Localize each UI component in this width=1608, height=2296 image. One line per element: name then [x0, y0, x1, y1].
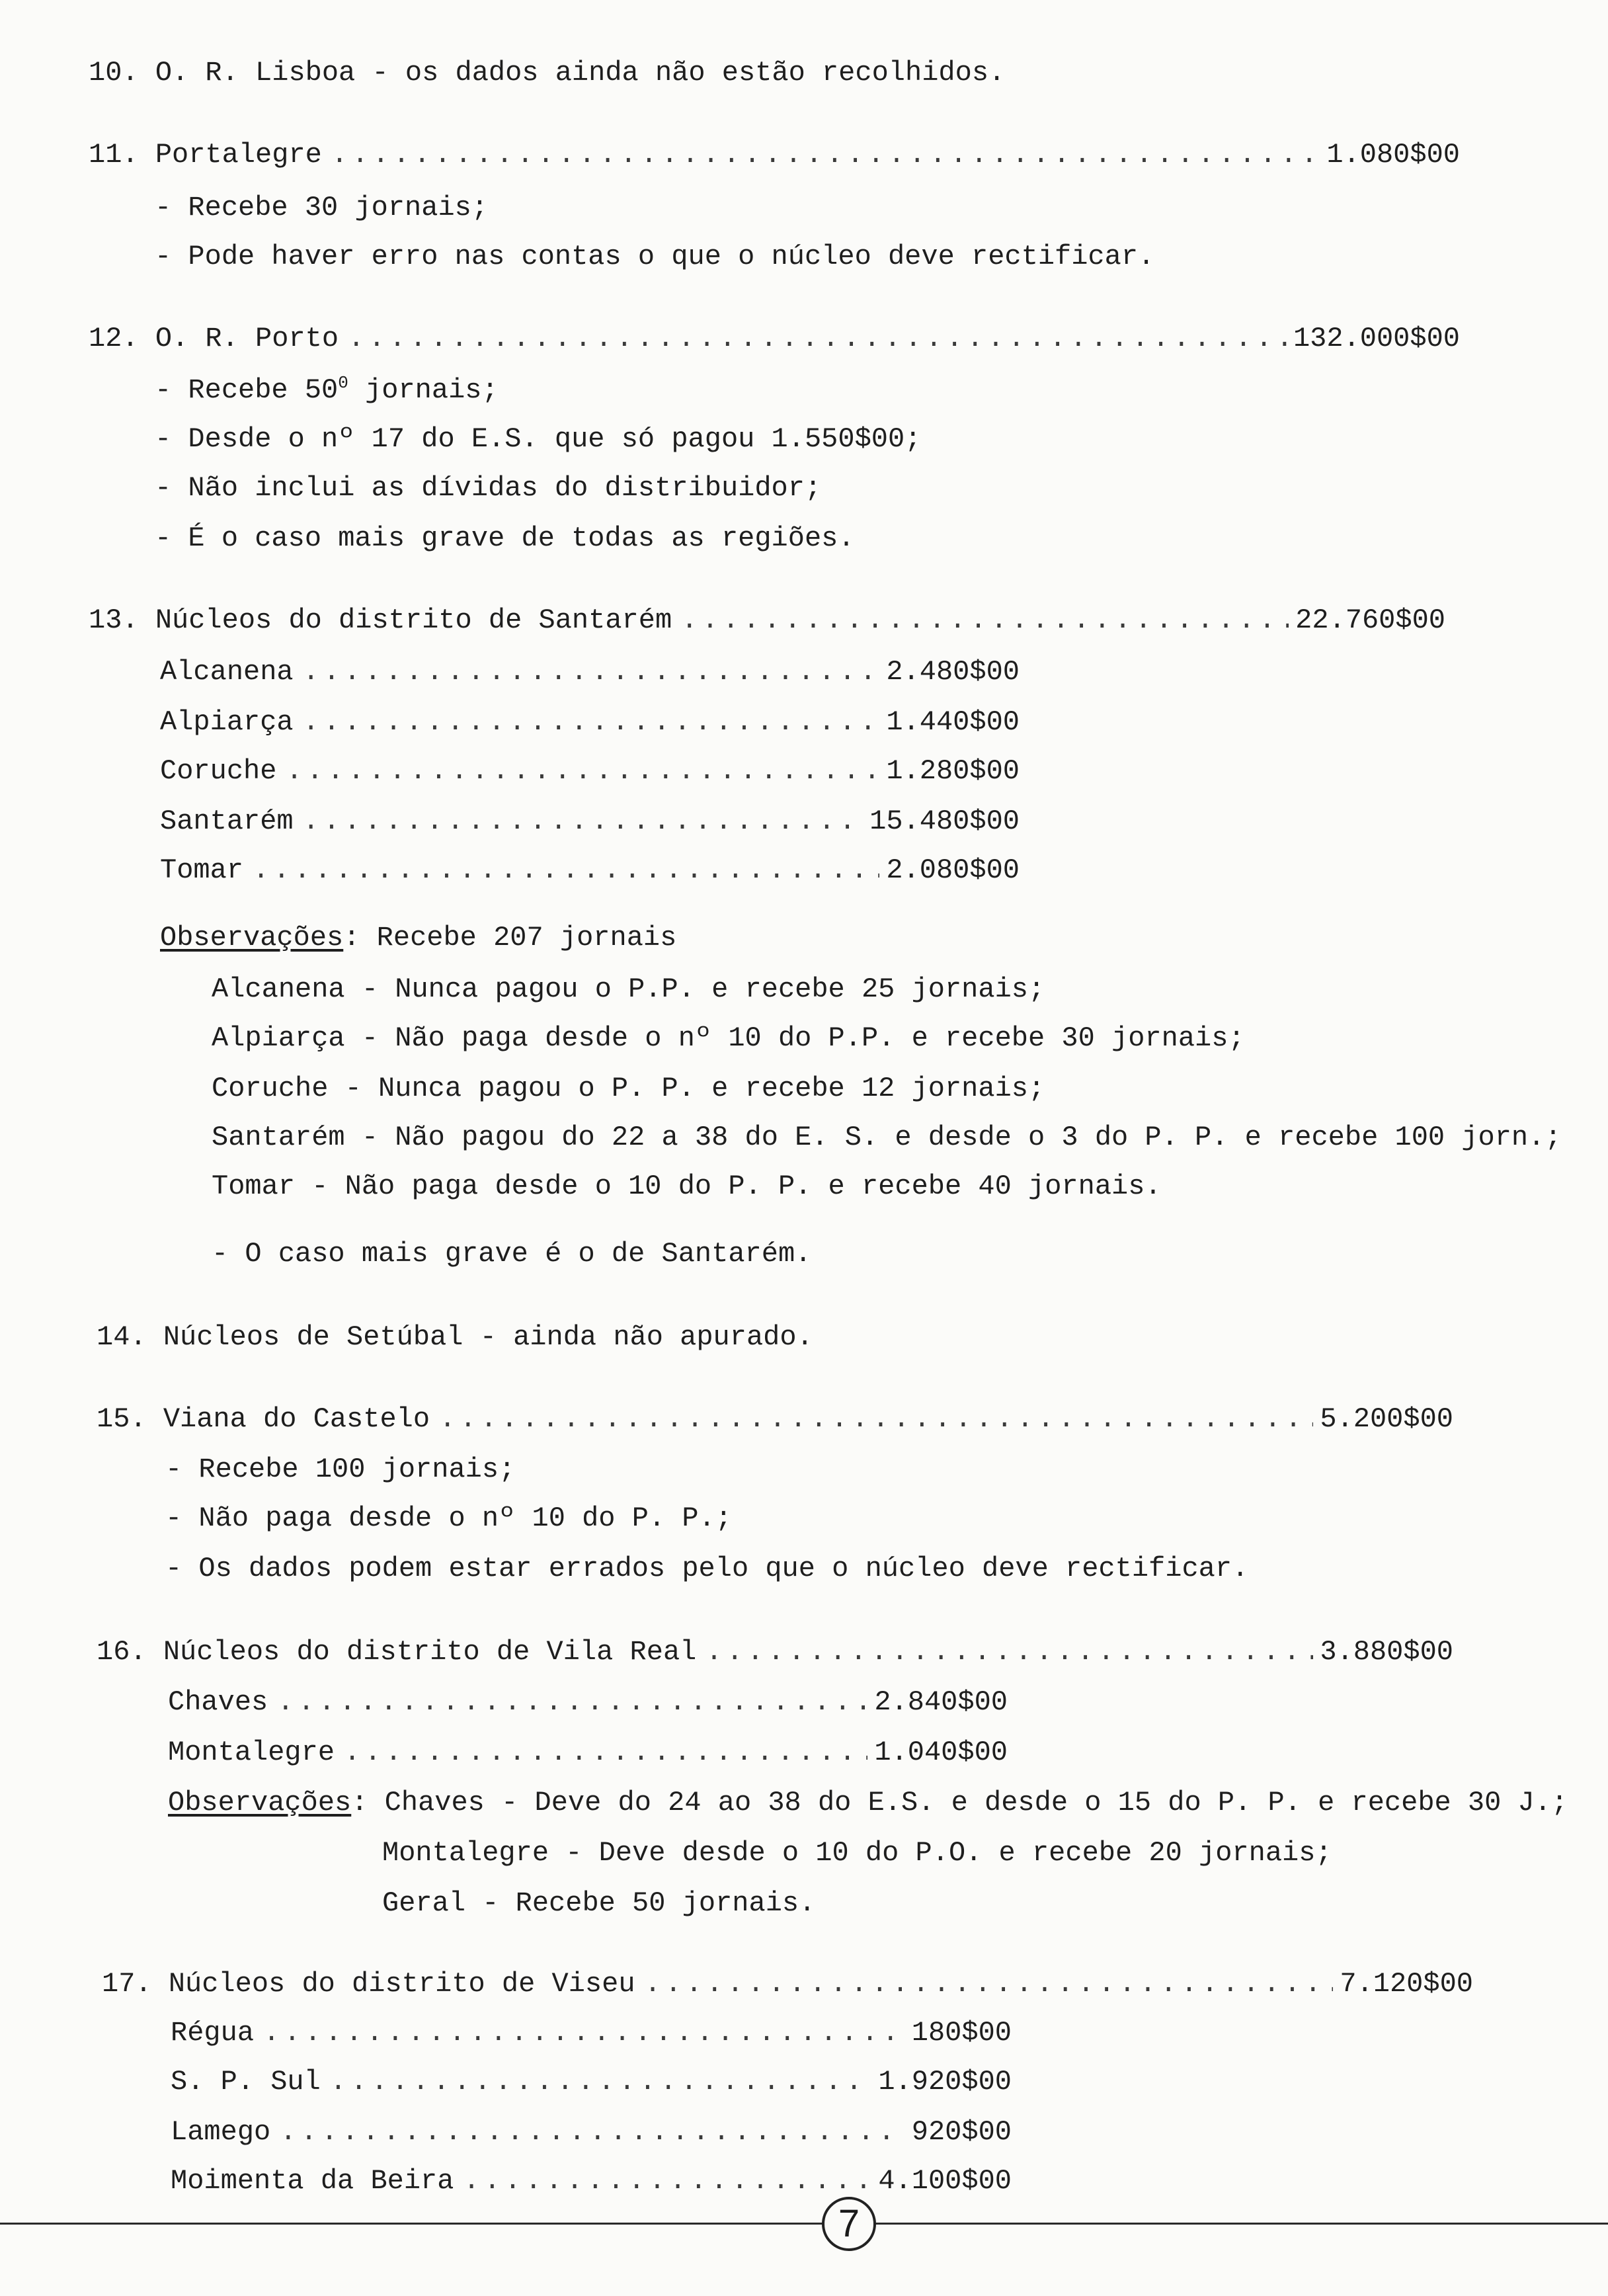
sub-name: S. P. Sul: [171, 2066, 321, 2098]
item-12-note-3: - Não inclui as dívidas do distribuidor;: [155, 472, 822, 504]
item-17-amount: 7.120$00: [1340, 1968, 1473, 2000]
sub-amount: 920$00: [911, 2116, 1012, 2148]
leader-dots: [303, 803, 864, 840]
item-17-sub-row: [171, 2113, 1012, 2151]
sub-name: Lamego: [171, 2116, 271, 2148]
item-13-sub-row: [160, 653, 1020, 690]
footer-rule-right: [871, 2223, 1608, 2225]
item-16-sub-row: [168, 1734, 1008, 1771]
item-13-sub-row: [160, 803, 1020, 840]
leader-dots: [705, 1633, 1313, 1670]
item-16-amount: 3.880$00: [1320, 1636, 1453, 1668]
item-13-label: 13. Núcleos do distrito de Santarém: [89, 604, 672, 636]
sub-amount: 2.080$00: [886, 854, 1020, 886]
item-17-header: [102, 1965, 1473, 2002]
leader-dots: [303, 653, 880, 690]
leader-dots: [463, 2162, 871, 2199]
item-13-obs-5: Tomar - Não paga desde o 10 do P. P. e recebe 40 jornais.: [212, 1170, 1162, 1202]
leader-dots: [277, 1684, 867, 1721]
item-12-note-1-a: - Recebe 50: [155, 374, 339, 406]
leader-dots: [645, 1965, 1334, 2002]
observations-label: Observações: [168, 1787, 352, 1819]
sub-amount: 4.100$00: [878, 2165, 1012, 2197]
item-17-sub-row: [171, 2162, 1012, 2199]
sub-name: Coruche: [160, 755, 277, 787]
item-14: 14. Núcleos de Setúbal - ainda não apurado.: [97, 1321, 813, 1353]
item-12-note-1: [155, 372, 499, 409]
item-12-note-1-b: jornais;: [348, 374, 499, 406]
sub-name: Tomar: [160, 854, 244, 886]
item-17-sub-row: [171, 2063, 1012, 2100]
sub-amount: 180$00: [911, 2017, 1012, 2049]
item-11-note-1: - Recebe 30 jornais;: [155, 192, 489, 224]
item-13-sub-row: [160, 852, 1020, 889]
leader-dots: [253, 852, 879, 889]
item-13-obs-3: Coruche - Nunca pagou o P. P. e recebe 12 jornais;: [212, 1073, 1045, 1104]
item-13-obs-1: Alcanena - Nunca pagou o P.P. e recebe 25 jornais;: [212, 973, 1045, 1005]
item-12-note-4: - É o caso mais grave de todas as regiões.: [155, 522, 855, 554]
sub-amount: 15.480$00: [869, 805, 1020, 837]
leader-dots: [681, 602, 1289, 639]
item-13-closing: - O caso mais grave é o de Santarém.: [212, 1238, 812, 1270]
leader-dots: [348, 320, 1287, 357]
sub-name: Régua: [171, 2017, 255, 2049]
item-13-header: [89, 602, 1445, 639]
item-17-sub-row: [171, 2014, 1012, 2051]
item-13-amount: 22.760$00: [1295, 604, 1445, 636]
leader-dots: [344, 1734, 867, 1771]
item-13-sub-row: [160, 704, 1020, 741]
page-number: 7: [838, 2202, 860, 2245]
item-16-label: 16. Núcleos do distrito de Vila Real: [97, 1636, 697, 1668]
item-13-obs-4: Santarém - Não pagou do 22 a 38 do E. S. e desde o 3 do P. P. e recebe 100 jorn.;: [212, 1122, 1562, 1153]
item-11-header: [89, 136, 1460, 173]
item-15-label: 15. Viana do Castelo: [97, 1403, 430, 1435]
item-11-amount: 1.080$00: [1326, 139, 1460, 171]
item-16-sub-row: [168, 1684, 1008, 1721]
item-16-header: [97, 1633, 1453, 1670]
leader-dots: [286, 753, 879, 790]
item-13-observations: [160, 919, 676, 956]
leader-dots: [280, 2113, 905, 2151]
item-12-label: 12. O. R. Porto: [89, 323, 339, 354]
item-10: 10. O. R. Lisboa - os dados ainda não estão recolhidos.: [89, 57, 1006, 89]
leader-dots: [331, 136, 1320, 173]
sub-amount: 2.840$00: [874, 1686, 1008, 1718]
item-11-label: 11. Portalegre: [89, 139, 322, 171]
item-15-note-1: - Recebe 100 jornais;: [165, 1454, 516, 1485]
leader-dots: [439, 1401, 1313, 1438]
item-12-amount: 132.000$00: [1293, 323, 1460, 354]
sub-name: Montalegre: [168, 1737, 335, 1768]
item-15-note-2: - Não paga desde o nº 10 do P. P.;: [165, 1502, 732, 1534]
item-12-note-2: - Desde o nº 17 do E.S. que só pagou 1.550$00;: [155, 423, 922, 455]
item-12-header: [89, 320, 1460, 357]
item-16-obs-2: Montalegre - Deve desde o 10 do P.O. e recebe 20 jornais;: [382, 1837, 1332, 1869]
sub-name: Chaves: [168, 1686, 268, 1718]
item-15-amount: 5.200$00: [1320, 1403, 1453, 1435]
sub-amount: 1.440$00: [886, 706, 1020, 738]
item-16-obs-3: Geral - Recebe 50 jornais.: [382, 1887, 816, 1919]
page-number-circle: [822, 2197, 876, 2251]
item-16-observations: [168, 1784, 1568, 1821]
sub-amount: 2.480$00: [886, 656, 1020, 688]
observations-label: Observações: [160, 922, 344, 954]
item-15-note-3: - Os dados podem estar errados pelo que o núcleo deve rectificar.: [165, 1553, 1249, 1584]
item-13-sub-row: [160, 753, 1020, 790]
sub-name: Moimenta da Beira: [171, 2165, 454, 2197]
sub-name: Santarém: [160, 805, 294, 837]
item-11-note-2: - Pode haver erro nas contas o que o núcleo deve rectificar.: [155, 241, 1155, 272]
observations-text: : Chaves - Deve do 24 ao 38 do E.S. e desde o 15 do P. P. e recebe 30 J.;: [351, 1787, 1568, 1819]
item-12-note-1-sup: 0: [338, 373, 348, 393]
item-13-obs-2: Alpiarça - Não paga desde o nº 10 do P.P. e recebe 30 jornais;: [212, 1022, 1245, 1054]
item-15-header: [97, 1401, 1453, 1438]
sub-amount: 1.040$00: [874, 1737, 1008, 1768]
leader-dots: [263, 2014, 905, 2051]
footer-rule-left: [0, 2223, 826, 2225]
observations-text: : Recebe 207 jornais: [343, 922, 677, 954]
sub-amount: 1.920$00: [878, 2066, 1012, 2098]
item-17-label: 17. Núcleos do distrito de Viseu: [102, 1968, 635, 2000]
sub-name: Alcanena: [160, 656, 294, 688]
leader-dots: [330, 2063, 872, 2100]
sub-amount: 1.280$00: [886, 755, 1020, 787]
sub-name: Alpiarça: [160, 706, 294, 738]
leader-dots: [303, 704, 880, 741]
